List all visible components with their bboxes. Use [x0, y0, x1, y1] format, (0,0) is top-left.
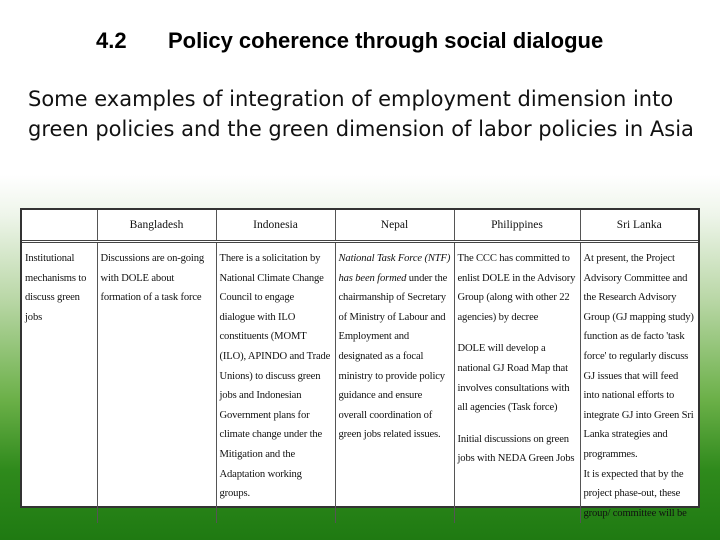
- nepal-italic-text: National Task Force (NTF) has been formed: [338, 253, 451, 284]
- indonesia-cell: There is a solicitation by National Climate Change Council to engage dialogue with ILO constituents (MOMT (ILO), APINDO and Trade Unions) to discuss green jobs and Indonesian Government plans for climate change under the Mitigation and the Adaptation working groups.: [216, 242, 335, 524]
- sri-lanka-cell: [580, 242, 698, 524]
- philippines-cell: [454, 242, 580, 524]
- section-title: Policy coherence through social dialogue: [168, 28, 604, 53]
- philippines-para-1: The CCC has committed to enlist DOLE in the Advisory Group (along with other 22 agencies) by decree: [457, 253, 576, 323]
- header-sri-lanka: Sri Lanka: [580, 210, 698, 242]
- table-row: [22, 242, 698, 524]
- philippines-para-2: DOLE will develop a national GJ Road Map that involves consultations with all agencies (Task force): [457, 343, 570, 414]
- country-table: [20, 208, 700, 519]
- header-nepal: Nepal: [335, 210, 454, 242]
- row-label-cell: Institutional mechanisms to discuss green jobs: [22, 242, 97, 524]
- sri-lanka-para-1: At present, the Project Advisory Committee and the Research Advisory Group (GJ mapping study) function as de facto 'task force' to regularly discuss GJ issues that will feed into national efforts to integrate GJ into Green Sri Lanka strategies and programmes.: [583, 253, 694, 460]
- nepal-cell: [335, 242, 454, 524]
- sri-lanka-para-2: It is expected that by the project phase-out, these group/ committee will be: [583, 468, 687, 519]
- intro-text: Some examples of integration of employment dimension into green policies and the green dimension of labor policies in Asia: [28, 87, 694, 141]
- header-philippines: Philippines: [454, 210, 580, 242]
- section-number: 4.2: [96, 28, 127, 53]
- header-indonesia: Indonesia: [216, 210, 335, 242]
- nepal-text: under the chairmanship of Secretary of Ministry of Labour and Employment and designated as a focal ministry to provide policy guidance and ensure overall coordination of green jobs related issues.: [338, 272, 448, 441]
- header-blank: [22, 210, 97, 242]
- section-heading: [96, 28, 603, 54]
- bangladesh-cell: Discussions are on-going with DOLE about formation of a task force: [97, 242, 216, 524]
- header-bangladesh: Bangladesh: [97, 210, 216, 242]
- philippines-para-3: Initial discussions on green jobs with NEDA Green Jobs: [457, 433, 575, 465]
- table-header-row: [22, 210, 698, 242]
